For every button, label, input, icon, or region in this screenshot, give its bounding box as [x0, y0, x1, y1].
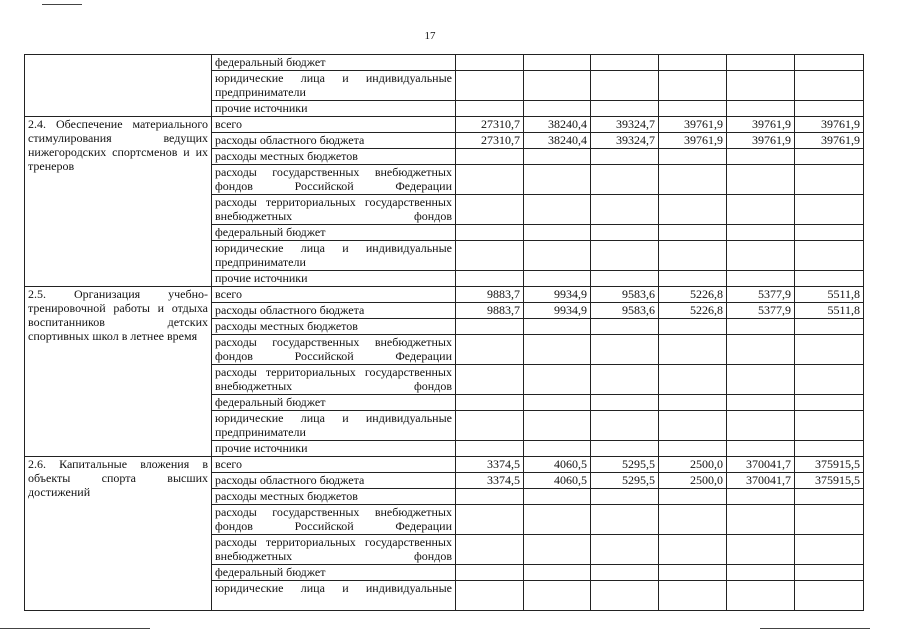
value-cell: 39324,7: [591, 117, 659, 133]
value-cell: [659, 411, 727, 441]
funding-source-cell: расходы государственных внебюджетных фондов Российской Федерации: [212, 505, 456, 535]
value-cell: [591, 505, 659, 535]
value-cell: [456, 195, 524, 225]
value-cell: 5226,8: [659, 287, 727, 303]
value-cell: 39761,9: [659, 133, 727, 149]
value-cell: [659, 225, 727, 241]
value-cell: [795, 505, 864, 535]
value-cell: [659, 535, 727, 565]
funding-source-cell: расходы территориальных государственных внебюджетных фондов: [212, 195, 456, 225]
funding-source-cell: федеральный бюджет: [212, 565, 456, 581]
value-cell: [524, 319, 591, 335]
value-cell: [591, 581, 659, 611]
value-cell: 39761,9: [659, 117, 727, 133]
table-row: [25, 457, 864, 473]
value-cell: [524, 411, 591, 441]
value-cell: [591, 335, 659, 365]
value-cell: [456, 149, 524, 165]
value-cell: [727, 149, 795, 165]
value-cell: [659, 149, 727, 165]
value-cell: 5295,5: [591, 473, 659, 489]
value-cell: [456, 165, 524, 195]
value-cell: [524, 565, 591, 581]
funding-source-cell: юридические лица и индивидуальные: [212, 581, 456, 611]
value-cell: [456, 535, 524, 565]
value-cell: [591, 225, 659, 241]
scan-mark-top: [42, 4, 82, 5]
value-cell: [524, 505, 591, 535]
value-cell: [727, 581, 795, 611]
value-cell: 9583,6: [591, 287, 659, 303]
value-cell: 9934,9: [524, 287, 591, 303]
funding-source-cell: федеральный бюджет: [212, 55, 456, 71]
value-cell: [591, 55, 659, 71]
value-cell: [727, 241, 795, 271]
funding-source-cell: юридические лица и индивидуальные предприниматели: [212, 411, 456, 441]
value-cell: [727, 271, 795, 287]
value-cell: [795, 225, 864, 241]
funding-source-cell: прочие источники: [212, 271, 456, 287]
value-cell: [795, 101, 864, 117]
value-cell: 5511,8: [795, 303, 864, 319]
value-cell: [659, 505, 727, 535]
budget-table: [24, 54, 864, 611]
value-cell: [727, 489, 795, 505]
funding-source-cell: расходы территориальных государственных внебюджетных фондов: [212, 365, 456, 395]
value-cell: [727, 71, 795, 101]
value-cell: [524, 225, 591, 241]
value-cell: [795, 395, 864, 411]
funding-source-cell: прочие источники: [212, 101, 456, 117]
value-cell: [524, 195, 591, 225]
value-cell: 9883,7: [456, 287, 524, 303]
value-cell: [727, 195, 795, 225]
value-cell: [524, 335, 591, 365]
program-cell: 2.5. Организация учебно-тренировочной работы и отдыха воспитанников детских спортивных школ в летнее время: [25, 287, 212, 457]
funding-source-cell: расходы местных бюджетов: [212, 489, 456, 505]
funding-source-cell: расходы государственных внебюджетных фондов Российской Федерации: [212, 165, 456, 195]
value-cell: [591, 489, 659, 505]
value-cell: 3374,5: [456, 473, 524, 489]
value-cell: [591, 241, 659, 271]
value-cell: [795, 335, 864, 365]
value-cell: [727, 225, 795, 241]
value-cell: [795, 441, 864, 457]
value-cell: [659, 335, 727, 365]
value-cell: [727, 395, 795, 411]
value-cell: 27310,7: [456, 117, 524, 133]
value-cell: [727, 411, 795, 441]
value-cell: [456, 365, 524, 395]
value-cell: 3374,5: [456, 457, 524, 473]
value-cell: 39761,9: [727, 133, 795, 149]
value-cell: [456, 441, 524, 457]
value-cell: [659, 319, 727, 335]
value-cell: [591, 319, 659, 335]
value-cell: [456, 411, 524, 441]
value-cell: [524, 55, 591, 71]
value-cell: 2500,0: [659, 473, 727, 489]
value-cell: [659, 55, 727, 71]
value-cell: 27310,7: [456, 133, 524, 149]
value-cell: [795, 149, 864, 165]
value-cell: 5295,5: [591, 457, 659, 473]
value-cell: 4060,5: [524, 473, 591, 489]
value-cell: [795, 365, 864, 395]
value-cell: 9583,6: [591, 303, 659, 319]
value-cell: [659, 241, 727, 271]
value-cell: [795, 319, 864, 335]
value-cell: 375915,5: [795, 473, 864, 489]
value-cell: [456, 71, 524, 101]
value-cell: [659, 271, 727, 287]
value-cell: [659, 441, 727, 457]
value-cell: [524, 101, 591, 117]
value-cell: [524, 71, 591, 101]
value-cell: 5377,9: [727, 287, 795, 303]
value-cell: [727, 165, 795, 195]
value-cell: 38240,4: [524, 117, 591, 133]
funding-source-cell: расходы областного бюджета: [212, 473, 456, 489]
funding-source-cell: расходы местных бюджетов: [212, 319, 456, 335]
value-cell: [591, 71, 659, 101]
value-cell: 39761,9: [795, 117, 864, 133]
funding-source-cell: юридические лица и индивидуальные предприниматели: [212, 241, 456, 271]
value-cell: [659, 395, 727, 411]
value-cell: 39761,9: [727, 117, 795, 133]
value-cell: 5377,9: [727, 303, 795, 319]
table-row: [25, 287, 864, 303]
funding-source-cell: прочие источники: [212, 441, 456, 457]
value-cell: [591, 535, 659, 565]
value-cell: [591, 195, 659, 225]
value-cell: 39324,7: [591, 133, 659, 149]
funding-source-cell: всего: [212, 287, 456, 303]
budget-table-body: [25, 55, 864, 611]
value-cell: [456, 55, 524, 71]
funding-source-cell: всего: [212, 117, 456, 133]
value-cell: 4060,5: [524, 457, 591, 473]
value-cell: 9883,7: [456, 303, 524, 319]
value-cell: [727, 335, 795, 365]
value-cell: [659, 195, 727, 225]
value-cell: [524, 365, 591, 395]
value-cell: [727, 505, 795, 535]
value-cell: [591, 411, 659, 441]
value-cell: [795, 411, 864, 441]
value-cell: [795, 565, 864, 581]
value-cell: [659, 165, 727, 195]
funding-source-cell: расходы территориальных государственных внебюджетных фондов: [212, 535, 456, 565]
value-cell: [456, 241, 524, 271]
value-cell: [795, 241, 864, 271]
value-cell: [456, 489, 524, 505]
funding-source-cell: расходы государственных внебюджетных фондов Российской Федерации: [212, 335, 456, 365]
program-cell: 2.4. Обеспечение материального стимулирования ведущих нижегородских спортсменов и их тренеров: [25, 117, 212, 287]
value-cell: [456, 565, 524, 581]
value-cell: [456, 271, 524, 287]
funding-source-cell: федеральный бюджет: [212, 225, 456, 241]
value-cell: [659, 581, 727, 611]
value-cell: [591, 395, 659, 411]
value-cell: [727, 535, 795, 565]
value-cell: [591, 365, 659, 395]
funding-source-cell: федеральный бюджет: [212, 395, 456, 411]
page-number: 17: [424, 30, 436, 42]
value-cell: [524, 271, 591, 287]
funding-source-cell: расходы областного бюджета: [212, 303, 456, 319]
value-cell: 38240,4: [524, 133, 591, 149]
program-cell-continued: [25, 55, 212, 117]
value-cell: [591, 165, 659, 195]
value-cell: 5226,8: [659, 303, 727, 319]
value-cell: [456, 319, 524, 335]
value-cell: [591, 149, 659, 165]
value-cell: 9934,9: [524, 303, 591, 319]
value-cell: 39761,9: [795, 133, 864, 149]
value-cell: 2500,0: [659, 457, 727, 473]
value-cell: [524, 395, 591, 411]
funding-source-cell: всего: [212, 457, 456, 473]
program-cell: 2.6. Капитальные вложения в объекты спорта высших достижений: [25, 457, 212, 611]
value-cell: [524, 241, 591, 271]
value-cell: [524, 149, 591, 165]
value-cell: [456, 505, 524, 535]
table-row: [25, 117, 864, 133]
value-cell: [727, 565, 795, 581]
value-cell: [456, 101, 524, 117]
funding-source-cell: юридические лица и индивидуальные предприниматели: [212, 71, 456, 101]
value-cell: [524, 581, 591, 611]
value-cell: [795, 489, 864, 505]
value-cell: [727, 55, 795, 71]
value-cell: [659, 71, 727, 101]
funding-source-cell: расходы местных бюджетов: [212, 149, 456, 165]
value-cell: [727, 365, 795, 395]
value-cell: [456, 335, 524, 365]
scan-mark-bottom-right: [760, 628, 870, 629]
value-cell: [727, 319, 795, 335]
table-row: [25, 55, 864, 71]
value-cell: [795, 195, 864, 225]
value-cell: [591, 271, 659, 287]
value-cell: [795, 55, 864, 71]
value-cell: [659, 365, 727, 395]
value-cell: [727, 441, 795, 457]
value-cell: [456, 395, 524, 411]
value-cell: [591, 441, 659, 457]
funding-source-cell: расходы областного бюджета: [212, 133, 456, 149]
value-cell: [795, 581, 864, 611]
value-cell: [524, 165, 591, 195]
value-cell: [659, 101, 727, 117]
value-cell: [524, 535, 591, 565]
value-cell: [795, 535, 864, 565]
value-cell: [659, 489, 727, 505]
value-cell: [456, 581, 524, 611]
value-cell: [591, 101, 659, 117]
scan-mark-bottom-left: [0, 628, 150, 629]
value-cell: [795, 71, 864, 101]
value-cell: [795, 271, 864, 287]
value-cell: [795, 165, 864, 195]
value-cell: 375915,5: [795, 457, 864, 473]
value-cell: 370041,7: [727, 473, 795, 489]
value-cell: [524, 441, 591, 457]
value-cell: 370041,7: [727, 457, 795, 473]
value-cell: [727, 101, 795, 117]
value-cell: 5511,8: [795, 287, 864, 303]
value-cell: [659, 565, 727, 581]
value-cell: [524, 489, 591, 505]
value-cell: [456, 225, 524, 241]
value-cell: [591, 565, 659, 581]
